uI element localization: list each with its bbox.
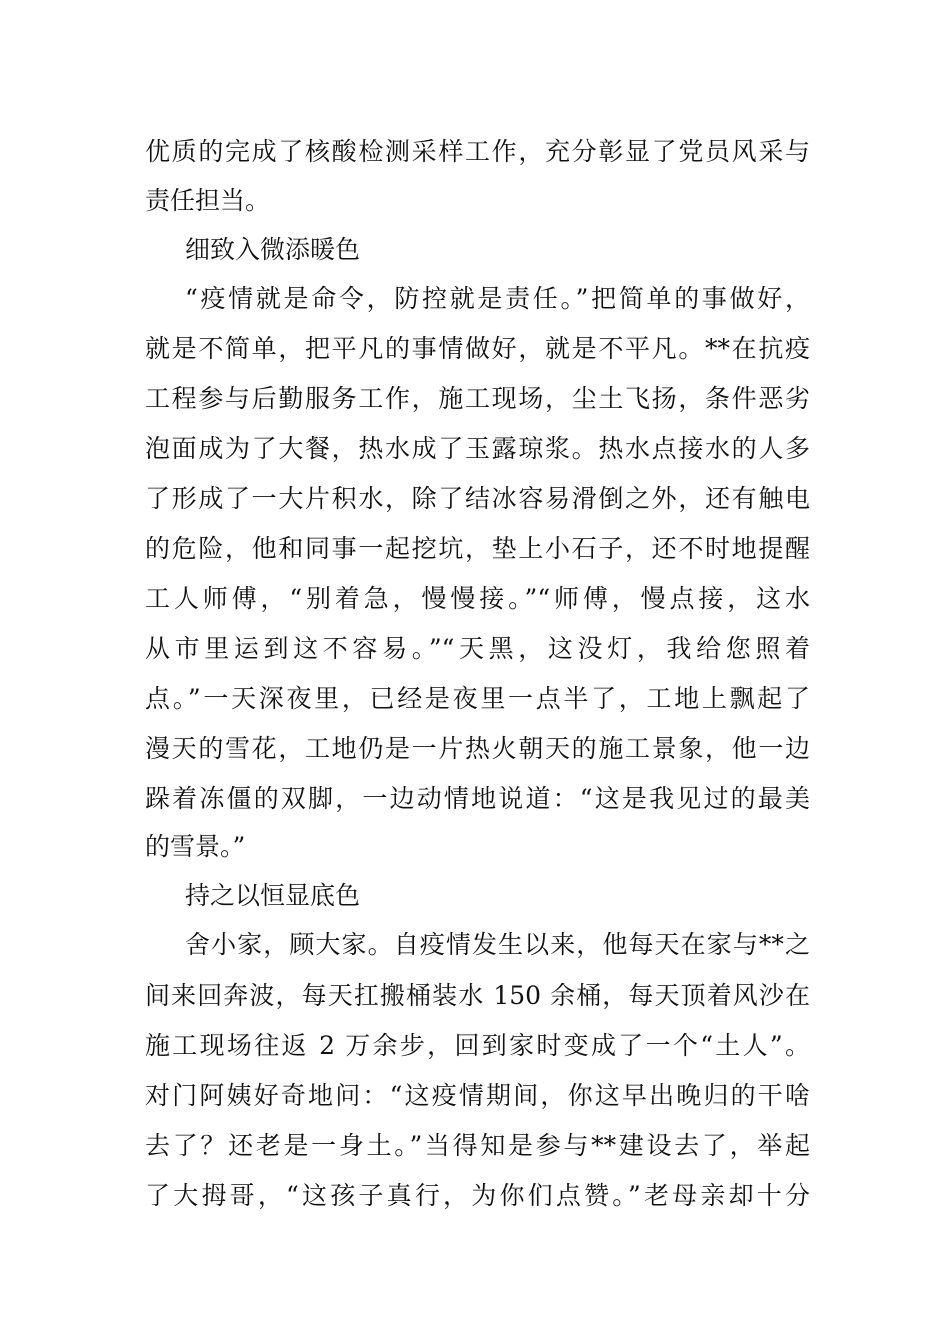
paragraph-line: 泡面成为了大餐，热水成了玉露琼浆。热水点接水的人多 [145,434,810,463]
paragraph-line: 工程参与后勤服务工作，施工现场，尘土飞扬，条件恶劣 [145,384,810,413]
paragraph-line: 对门阿姨好奇地问：“这疫情期间，你这早出晚归的干啥 [145,1081,810,1110]
paragraph-line: 点。”一天深夜里，已经是夜里一点半了，工地上飘起了 [145,684,810,713]
paragraph-line: 去了？还老是一身土。”当得知是参与**建设去了，举起 [145,1131,810,1160]
paragraph-line: 的危险，他和同事一起挖坑，垫上小石子，还不时地提醒 [145,534,810,563]
paragraph-line: 的雪景。” [145,832,246,861]
paragraph-line: 跺着冻僵的双脚，一边动情地说道：“这是我见过的最美 [145,784,810,813]
section-heading: 持之以恒显底色 [185,881,361,910]
paragraph-line: 优质的完成了核酸检测采样工作，充分彰显了党员风采与 [145,137,810,166]
paragraph-line: 责任担当。 [145,186,271,215]
paragraph-line: 舍小家，顾大家。自疫情发生以来，他每天在家与**之 [185,930,810,959]
paragraph-line: 间来回奔波，每天扛搬桶装水 150 余桶，每天顶着风沙在 [145,981,810,1010]
paragraph-line: 就是不简单，把平凡的事情做好，就是不平凡。**在抗疫 [145,334,810,363]
paragraph-line: 漫天的雪花，工地仍是一片热火朝天的施工景象，他一边 [145,734,810,763]
section-heading: 细致入微添暖色 [185,235,361,264]
paragraph-line: 工人师傅，“别着急，慢慢接。”“师傅，慢点接，这水 [145,584,810,613]
paragraph-line: “疫情就是命令，防控就是责任。”把简单的事做好， [185,284,810,313]
paragraph-line: 了形成了一大片积水，除了结冰容易滑倒之外，还有触电 [145,484,810,513]
paragraph-line: 从市里运到这不容易。”“天黑，这没灯，我给您照着 [145,634,810,663]
paragraph-line: 了大拇哥，“这孩子真行，为你们点赞。”老母亲却十分 [145,1181,810,1210]
paragraph-line: 施工现场往返 2 万余步，回到家时变成了一个“土人”。 [145,1031,810,1060]
